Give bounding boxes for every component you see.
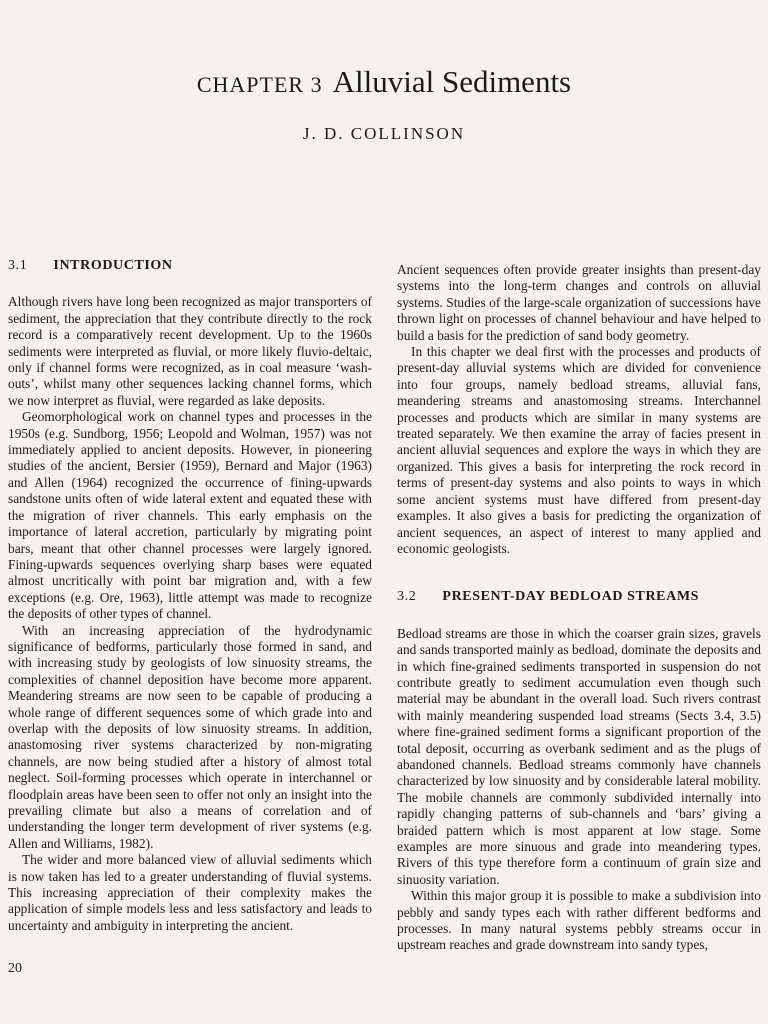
left-column (8, 258, 372, 934)
paragraph: Geomorphological work on channel types and processes in the 1950s (e.g. Sundborg, 1956; Leopold and Wolman, 1957) was not immediately applied to ancient deposits. However, in pioneering studies of the ancient, Bersier (1959), Bernard and Major (1963) and Allen (1964) recognized the occurrence of fining-upwards sandstone units often of wide lateral extent and equated these with the migration of river channels. This early emphasis on the importance of lateral accretion, particularly by migrating point bars, meant that other channel processes were largely ignored. Fining-upwards sequences overlying sharp bases were equated almost uncritically with point bar migration and, with a few exceptions (e.g. Ore, 1963), little attempt was made to recognize the deposits of other types of channel. (8, 409, 372, 622)
section-title: INTRODUCTION (53, 258, 173, 273)
section-heading-bedload-streams (397, 589, 761, 605)
paragraph: Bedload streams are those in which the coarser grain sizes, gravels and sands transported mainly as bedload, dominate the deposits and in which fine-grained sediments transported in suspension do not contribute greatly to sediment accumulation even though such material may be abundant in the overall load. Such rivers contrast with mainly meandering suspended load streams (Sects 3.4, 3.5) where fine-grained sediment forms a significant proportion of the total deposit, occurring as overbank sediment and as the plugs of abandoned channels. Bedload streams commonly have channels characterized by low sinuosity and by considerable lateral mobility. The mobile channels are commonly subdivided internally into rapidly changing patterns of sub-channels and ‘bars’ giving a braided pattern which is most apparent at low stage. Some examples are more sinuous and grade into meandering types. Rivers of this type therefore form a continuum of grain size and sinuosity variation. (397, 625, 761, 887)
chapter-title: Alluvial Sediments (332, 64, 572, 99)
paragraph: Within this major group it is possible to make a subdivision into pebbly and sandy types each with rather different bedforms and processes. In many natural systems pebbly streams occur in upstream reaches and grade downstream into sandy types, (397, 888, 761, 953)
chapter-label: CHAPTER 3 (196, 72, 323, 97)
page-number: 20 (8, 961, 22, 976)
section-number: 3.1 (8, 258, 28, 273)
chapter-heading (0, 64, 768, 100)
paragraph: The wider and more balanced view of alluvial sediments which is now taken has led to a greater understanding of fluvial systems. This increasing appreciation of their complexity makes the application of simple models less and less satisfactory and leads to uncertainty and ambiguity in interpreting the ancient. (8, 852, 372, 933)
paragraph: In this chapter we deal first with the processes and products of present-day alluvial systems which are divided for convenience into four groups, namely bedload streams, alluvial fans, meandering streams and anastomosing streams. Interchannel processes and products which are similar in many systems are treated separately. We then examine the array of facies present in ancient alluvial sequences and explore the ways in which they are organized. This gives a basis for interpreting the rock record in terms of present-day systems and also points to ways in which some ancient systems must have differed from present-day examples. It also gives a basis for predicting the organization of ancient sequences, an aspect of interest to many applied and economic geologists. (397, 344, 761, 556)
paragraph: Although rivers have long been recognized as major transporters of sediment, the appreciation that they contribute directly to the rock record is a comparatively recent development. Up to the 1960s sediments were interpreted as fluvial, or more likely fluvio-deltaic, only if channel forms were recognized, as in coal measure ‘wash-outs’, whilst many other sequences lacking channel forms, which we now interpret as fluvial, were regarded as lake deposits. (8, 294, 372, 408)
paragraph: With an increasing appreciation of the hydrodynamic significance of bedforms, particularly those formed in sand, and with increasing study by geologists of low sinuosity streams, the complexities of channel deposition have become more apparent. Meandering streams are now seen to be capable of producing a whole range of different sequences some of which grade into and overlap with the deposits of low sinuosity streams. In addition, anastomosing river systems characterized by non-migrating channels, are now being studied after a history of almost total neglect. Soil-forming processes which operate in interchannel or floodplain areas have been seen to offer not only an insight into the prevailing climate but also a means of correlation and of understanding the longer term development of river systems (e.g. Allen and Williams, 1982). (8, 622, 372, 851)
right-column (397, 262, 761, 954)
paragraph: Ancient sequences often provide greater insights than present-day systems into the long-term changes and controls on alluvial systems. Studies of the large-scale organization of successions have thrown light on processes of channel behaviour and have helped to build a basis for the prediction of sand body geometry. (397, 262, 761, 343)
section-heading-introduction (8, 258, 372, 274)
section-title: PRESENT-DAY BEDLOAD STREAMS (442, 589, 700, 605)
author-name: J. D. COLLINSON (302, 124, 466, 143)
section-number: 3.2 (397, 589, 417, 605)
